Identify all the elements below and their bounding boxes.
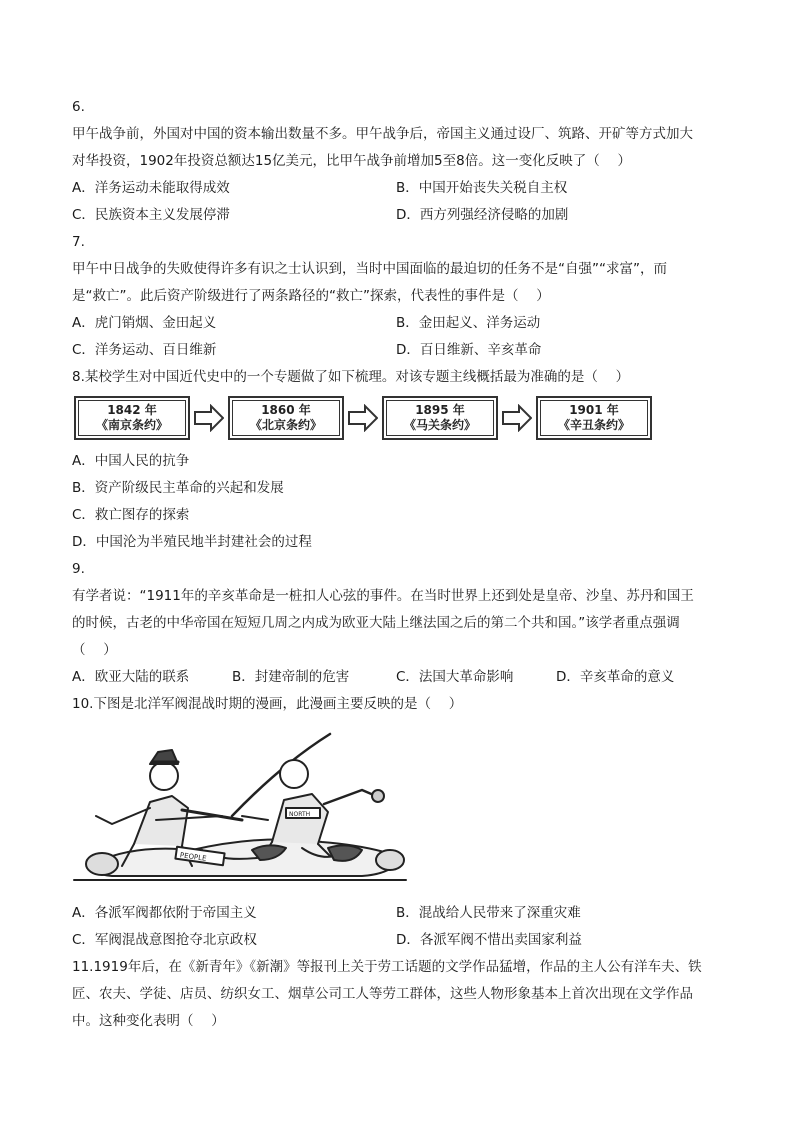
option-b[interactable]: B．封建帝制的危害 xyxy=(232,669,350,685)
options-row xyxy=(72,175,724,202)
option-b[interactable]: B．金田起义、洋务运动 xyxy=(396,315,541,331)
question-10 xyxy=(72,691,724,954)
option-c[interactable]: C．民族资本主义发展停滞 xyxy=(72,207,230,223)
treaty-year: 1842 年 xyxy=(107,403,157,417)
arrow-right-icon xyxy=(194,404,224,432)
options-row xyxy=(72,900,724,927)
question-stem-line: 甲午中日战争的失败使得许多有识之士认识到，当时中国面临的最迫切的任务不是“自强”“求富”，而 xyxy=(72,261,667,277)
question-stem-line: 有学者说：“1911年的辛亥革命是一桩扣人心弦的事件。在当时世界上还到处是皇帝、沙皇、苏丹和国王 xyxy=(72,588,694,604)
option-a[interactable]: A．欧亚大陆的联系 xyxy=(72,669,190,685)
option-d[interactable]: D．各派军阀不惜出卖国家利益 xyxy=(396,932,582,948)
option-a[interactable]: A．中国人民的抗争 xyxy=(72,453,190,469)
question-stem-line: 是“救亡”。此后资产阶级进行了两条路径的“救亡”探索，代表性的事件是（ ） xyxy=(72,288,550,304)
treaty-timeline xyxy=(74,394,724,442)
treaty-year: 1895 年 xyxy=(415,403,465,417)
question-stem-line: （ ） xyxy=(72,642,117,658)
options-row xyxy=(72,664,724,691)
option-d[interactable]: D．中国沦为半殖民地半封建社会的过程 xyxy=(72,534,312,550)
question-6 xyxy=(72,94,724,229)
options-row xyxy=(72,927,724,954)
question-stem-line: 10.下图是北洋军阀混战时期的漫画，此漫画主要反映的是（ ） xyxy=(72,696,463,712)
question-number: 9. xyxy=(72,561,85,577)
warlord-cartoon-image xyxy=(72,724,408,886)
question-stem-line: 8.某校学生对中国近代史中的一个专题做了如下梳理。对该专题主线概括最为准确的是（ ） xyxy=(72,369,630,385)
question-stem-line: 中。这种变化表明（ ） xyxy=(72,1013,225,1029)
option-a[interactable]: A．各派军阀都依附于帝国主义 xyxy=(72,905,257,921)
treaty-year: 1860 年 xyxy=(261,403,311,417)
arrow-right-icon xyxy=(348,404,378,432)
question-stem-line: 匠、农夫、学徒、店员、纺织女工、烟草公司工人等劳工群体，这些人物形象基本上首次出现在文学作品 xyxy=(72,986,693,1002)
question-number: 7. xyxy=(72,234,85,250)
question-stem-line: 对华投资，1902年投资总额达15亿美元，比甲午战争前增加5至8倍。这一变化反映了（ ） xyxy=(72,153,632,169)
treaty-name: 《马关条约》 xyxy=(403,418,476,432)
options-row xyxy=(72,310,724,337)
treaty-name: 《北京条约》 xyxy=(249,418,322,432)
question-9 xyxy=(72,556,724,691)
exam-page xyxy=(72,94,724,1035)
question-stem-line: 11.1919年后，在《新青年》《新潮》等报刊上关于劳工话题的文学作品猛增，作品的主人公有洋车夫、铁 xyxy=(72,959,702,975)
option-a[interactable]: A．洋务运动未能取得成效 xyxy=(72,180,230,196)
arrow-right-icon xyxy=(502,404,532,432)
treaty-name: 《南京条约》 xyxy=(95,418,168,432)
option-c[interactable]: C．救亡图存的探索 xyxy=(72,507,190,523)
question-8 xyxy=(72,364,724,556)
option-a[interactable]: A．虎门销烟、金田起义 xyxy=(72,315,217,331)
question-stem-line: 甲午战争前，外国对中国的资本输出数量不多。甲午战争后，帝国主义通过设厂、筑路、开矿等方式加大 xyxy=(72,126,693,142)
option-d[interactable]: D．辛亥革命的意义 xyxy=(556,669,675,685)
option-b[interactable]: B．资产阶级民主革命的兴起和发展 xyxy=(72,480,284,496)
option-b[interactable]: B．中国开始丧失关税自主权 xyxy=(396,180,568,196)
cartoon-label-people: PEOPLE xyxy=(179,851,207,863)
options-row xyxy=(72,202,724,229)
option-d[interactable]: D．西方列强经济侵略的加剧 xyxy=(396,207,569,223)
question-stem-line: 的时候，古老的中华帝国在短短几周之内成为欧亚大陆上继法国之后的第二个共和国。”该学者重点强调 xyxy=(72,615,680,631)
option-d[interactable]: D．百日维新、辛亥革命 xyxy=(396,342,542,358)
treaty-box-maguan xyxy=(382,396,498,440)
question-number: 6. xyxy=(72,99,85,115)
question-11 xyxy=(72,954,724,1035)
treaty-name: 《辛丑条约》 xyxy=(557,418,630,432)
option-c[interactable]: C．洋务运动、百日维新 xyxy=(72,342,217,358)
cartoon-label-north: NORTH xyxy=(289,811,311,818)
treaty-box-xinchou xyxy=(536,396,652,440)
option-c[interactable]: C．军阀混战意图抢夺北京政权 xyxy=(72,932,257,948)
options-row xyxy=(72,337,724,364)
treaty-box-beijing xyxy=(228,396,344,440)
question-7 xyxy=(72,229,724,364)
treaty-year: 1901 年 xyxy=(569,403,619,417)
option-c[interactable]: C．法国大革命影响 xyxy=(396,669,514,685)
treaty-box-nanjing xyxy=(74,396,190,440)
option-b[interactable]: B．混战给人民带来了深重灾难 xyxy=(396,905,581,921)
